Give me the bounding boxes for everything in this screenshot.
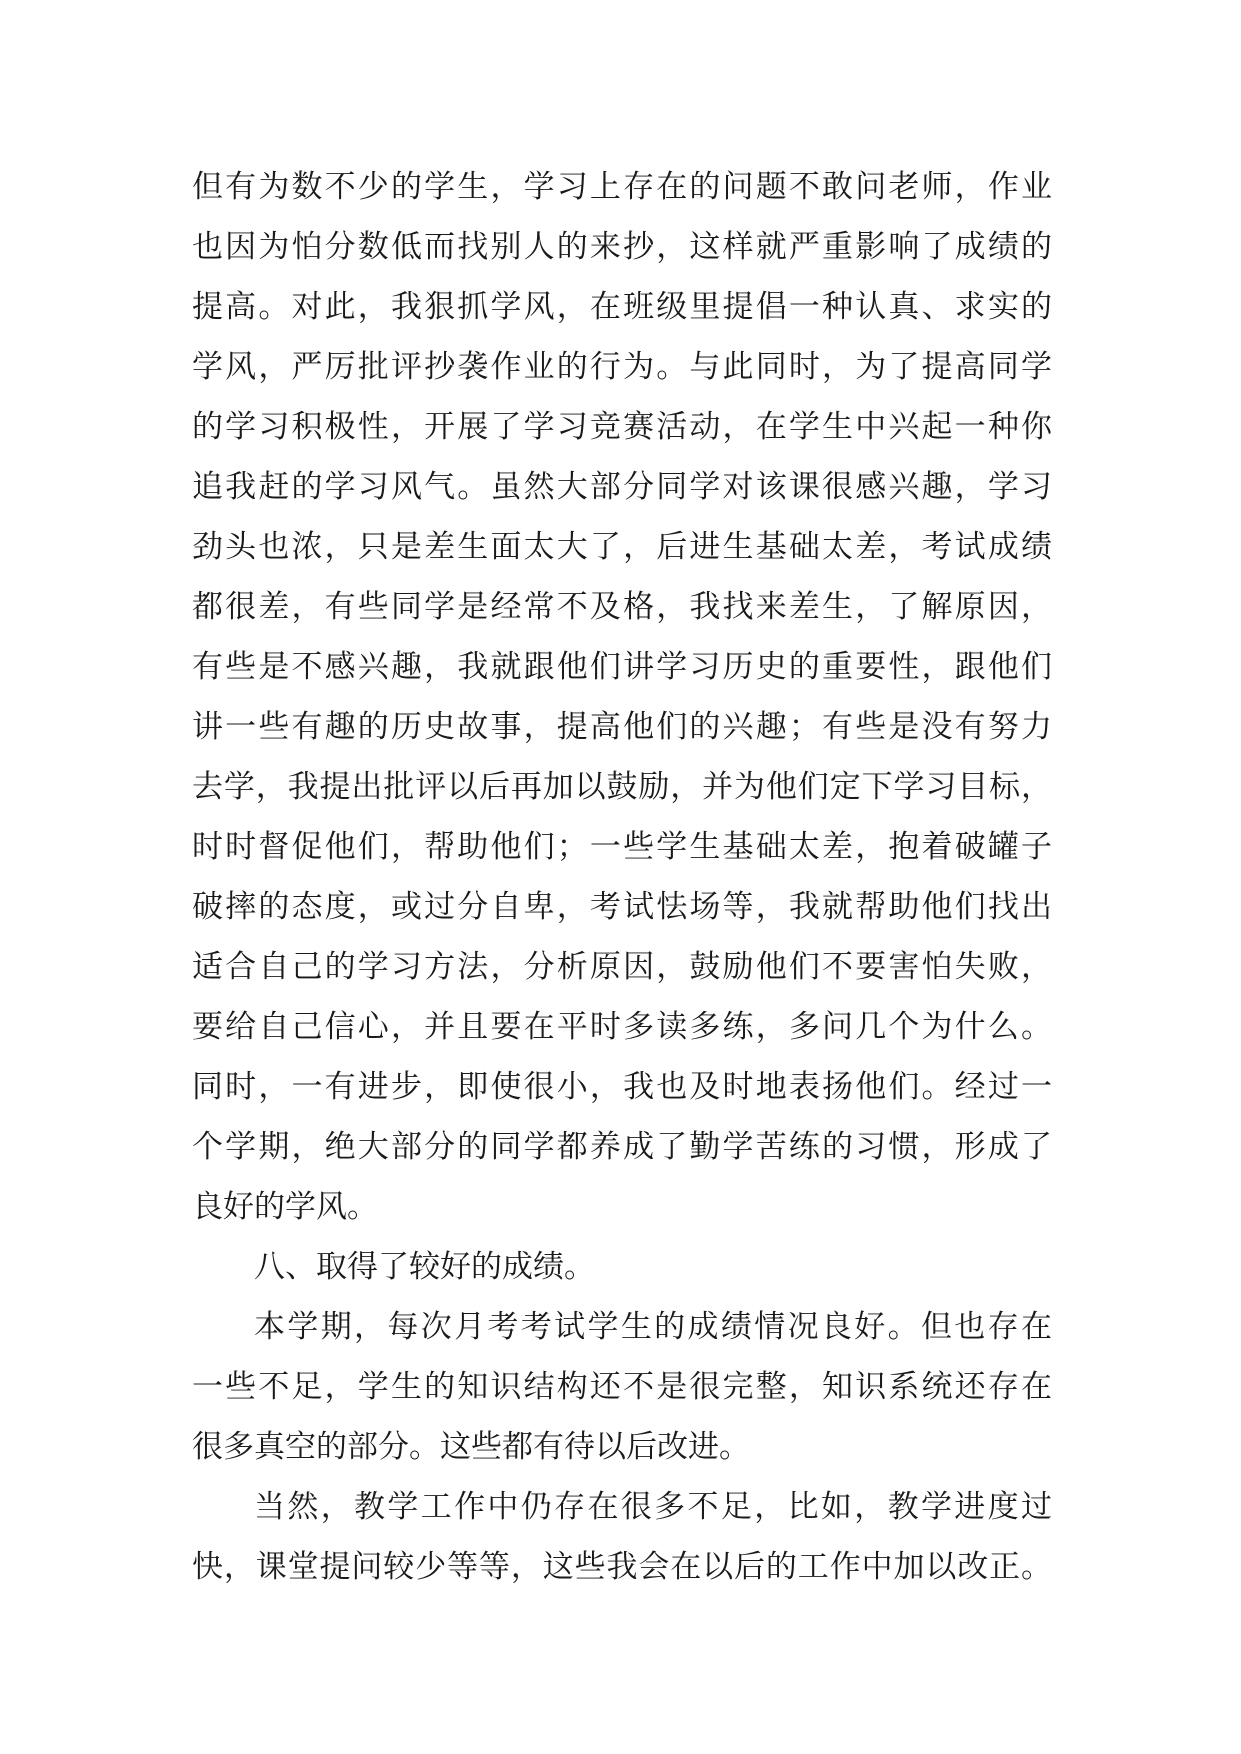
text-line: 都很差，有些同学是经常不及格，我找来差生，了解原因，: [192, 589, 1052, 625]
text-line: 个学期，绝大部分的同学都养成了勤学苦练的习惯，形成了: [192, 1129, 1052, 1165]
text-line: 要给自己信心，并且要在平时多读多练，多问几个为什么。: [192, 1009, 1052, 1045]
text-line: 一些不足，学生的知识结构还不是很完整，知识系统还存在: [192, 1369, 1052, 1405]
text-line: 破摔的态度，或过分自卑，考试怯场等，我就帮助他们找出: [192, 889, 1052, 925]
text-line: 提高。对此，我狠抓学风，在班级里提倡一种认真、求实的: [192, 289, 1052, 325]
section-heading: 八、取得了较好的成绩。: [254, 1249, 595, 1285]
text-line: 很多真空的部分。这些都有待以后改进。: [192, 1429, 750, 1465]
text-line: 但有为数不少的学生，学习上存在的问题不敢问老师，作业: [192, 169, 1052, 205]
text-line: 有些是不感兴趣，我就跟他们讲学习历史的重要性，跟他们: [192, 649, 1052, 685]
text-line: 良好的学风。: [192, 1189, 378, 1225]
text-line: 当然，教学工作中仍存在很多不足，比如，教学进度过: [254, 1489, 1052, 1525]
text-line: 劲头也浓，只是差生面太大了，后进生基础太差，考试成绩: [192, 529, 1052, 565]
text-line: 也因为怕分数低而找别人的来抄，这样就严重影响了成绩的: [192, 229, 1052, 265]
text-line: 时时督促他们，帮助他们；一些学生基础太差，抱着破罐子: [192, 829, 1052, 865]
document-body: [192, 157, 1052, 1597]
text-line: 讲一些有趣的历史故事，提高他们的兴趣；有些是没有努力: [192, 709, 1052, 745]
text-line: 去学，我提出批评以后再加以鼓励，并为他们定下学习目标，: [192, 769, 1052, 805]
text-line: 追我赶的学习风气。虽然大部分同学对该课很感兴趣，学习: [192, 469, 1052, 505]
text-line: 的学习积极性，开展了学习竞赛活动，在学生中兴起一种你: [192, 409, 1052, 445]
text-line: 学风，严厉批评抄袭作业的行为。与此同时，为了提高同学: [192, 349, 1052, 385]
text-line: 快，课堂提问较少等等，这些我会在以后的工作中加以改正。: [192, 1549, 1052, 1585]
text-line: 同时，一有进步，即使很小，我也及时地表扬他们。经过一: [192, 1069, 1052, 1105]
text-line: 本学期，每次月考考试学生的成绩情况良好。但也存在: [254, 1309, 1052, 1345]
text-line: 适合自己的学习方法，分析原因，鼓励他们不要害怕失败，: [192, 949, 1052, 985]
